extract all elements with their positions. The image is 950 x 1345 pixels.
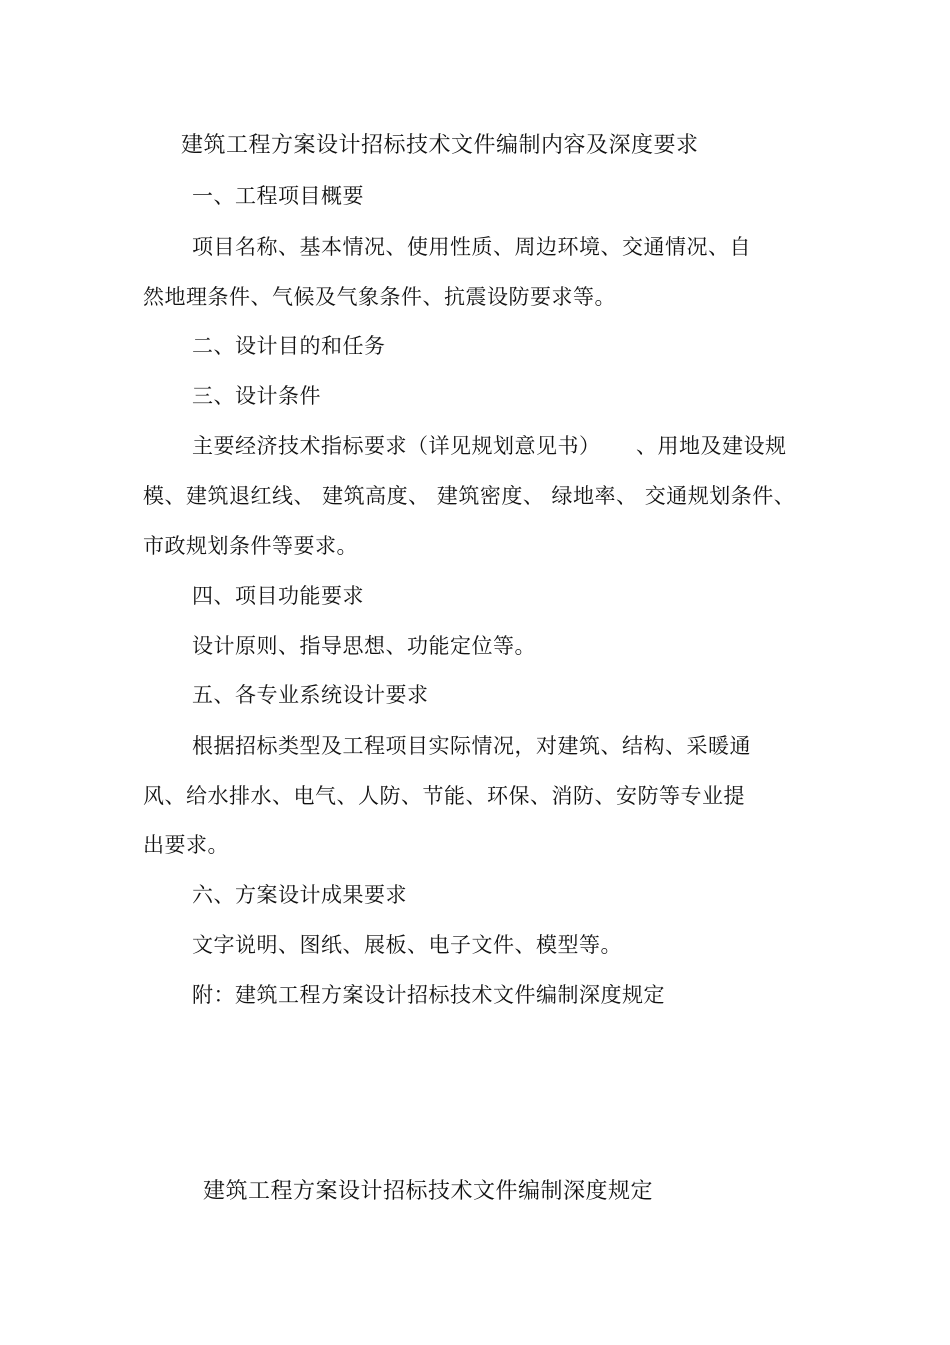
section-5-heading: 五、各专业系统设计要求	[192, 683, 429, 707]
section-4-heading: 四、项目功能要求	[192, 584, 364, 608]
section-1-body-line-2: 然地理条件、气候及气象条件、抗震设防要求等。	[143, 285, 616, 309]
section-5-body-line-3: 出要求。	[143, 833, 229, 857]
section-5-body-line-1: 根据招标类型及工程项目实际情况，对建筑、结构、采暖通	[192, 734, 751, 758]
section-3-body-line-3: 市政规划条件等要求。	[143, 534, 358, 558]
section-3-heading: 三、设计条件	[192, 384, 321, 408]
section-3-body-line-1a: 主要经济技术指标要求（详见规划意见书）	[192, 434, 601, 458]
section-6-heading: 六、方案设计成果要求	[192, 883, 407, 907]
section-3-body-line-1b: 、用地及建设规	[636, 434, 787, 458]
second-document-title: 建筑工程方案设计招标技术文件编制深度规定	[203, 1179, 654, 1204]
appendix-line: 附：建筑工程方案设计招标技术文件编制深度规定	[192, 983, 665, 1007]
section-1-heading: 一、工程项目概要	[192, 184, 364, 208]
section-6-body: 文字说明、图纸、展板、电子文件、模型等。	[192, 933, 622, 957]
section-2-heading: 二、设计目的和任务	[192, 334, 386, 358]
section-5-body-line-2: 风、给水排水、电气、人防、节能、环保、消防、安防等专业提	[143, 784, 745, 808]
section-1-body-line-1: 项目名称、基本情况、使用性质、周边环境、交通情况、自	[192, 235, 751, 259]
section-3-body-line-2: 模、建筑退红线、 建筑高度、 建筑密度、 绿地率、 交通规划条件、	[143, 484, 796, 508]
section-4-body: 设计原则、指导思想、功能定位等。	[192, 634, 536, 658]
document-title: 建筑工程方案设计招标技术文件编制内容及深度要求	[181, 133, 699, 158]
